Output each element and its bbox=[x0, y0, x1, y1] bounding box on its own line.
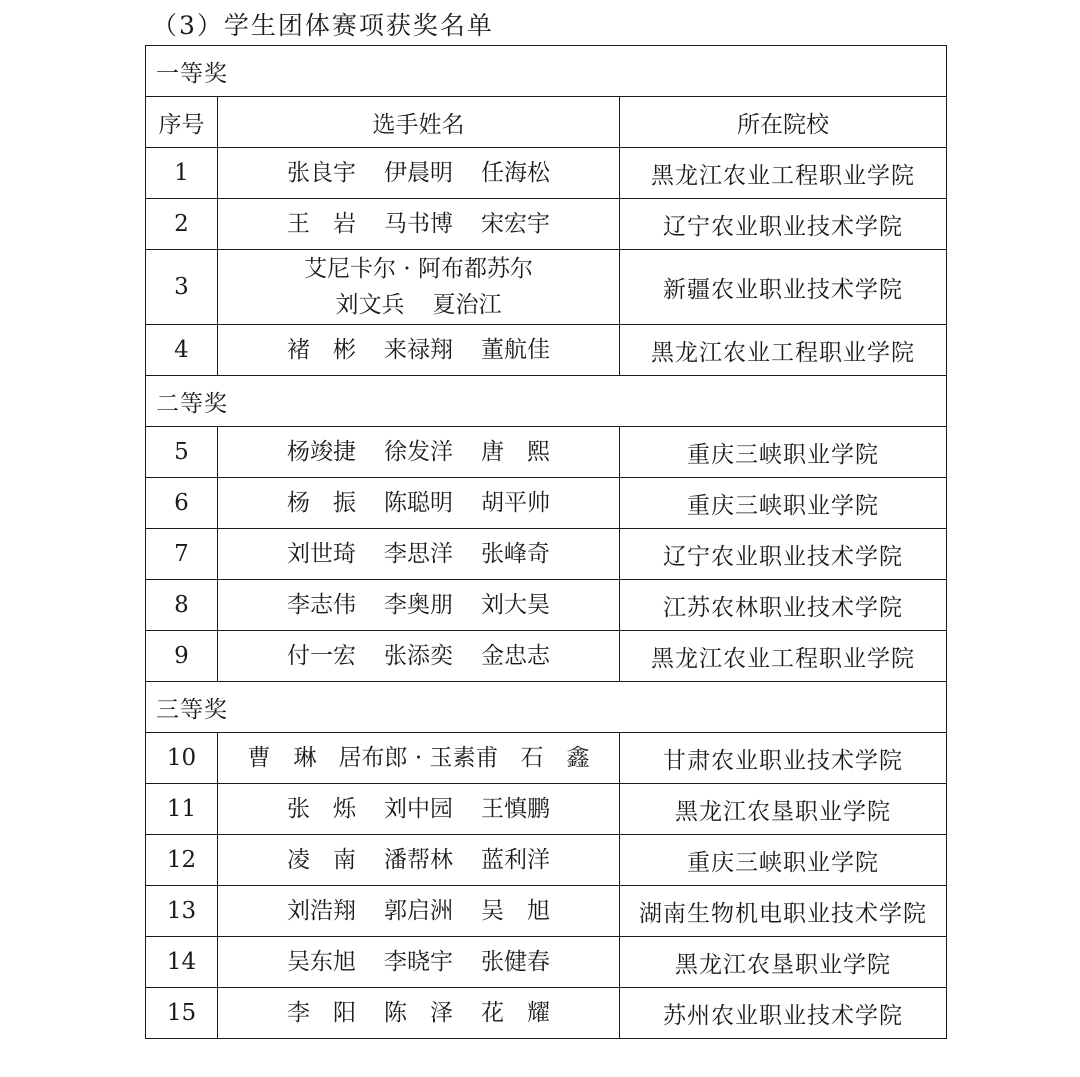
row-number: 2 bbox=[146, 199, 218, 250]
table-row bbox=[146, 631, 947, 682]
player-name: 郭启洲 bbox=[384, 898, 453, 924]
school-name: 黑龙江农业工程职业学院 bbox=[620, 325, 947, 376]
player-name: 王慎鹏 bbox=[481, 796, 550, 822]
player-name: 刘大昊 bbox=[481, 592, 550, 618]
school-name: 重庆三峡职业学院 bbox=[620, 427, 947, 478]
school-name: 黑龙江农业工程职业学院 bbox=[620, 631, 947, 682]
player-name: 杨竣捷 bbox=[287, 439, 356, 465]
player-names bbox=[218, 199, 620, 250]
header-school: 所在院校 bbox=[620, 97, 947, 148]
player-name: 刘浩翔 bbox=[287, 898, 356, 924]
player-name: 李 阳 bbox=[287, 1000, 356, 1026]
player-name: 李奥朋 bbox=[384, 592, 453, 618]
player-names bbox=[218, 148, 620, 199]
player-name: 胡平帅 bbox=[481, 490, 550, 516]
player-name: 蓝利洋 bbox=[481, 847, 550, 873]
table-row bbox=[146, 478, 947, 529]
player-name: 吴 旭 bbox=[481, 898, 550, 924]
row-number: 12 bbox=[146, 835, 218, 886]
player-name: 花 耀 bbox=[481, 1000, 550, 1026]
player-name: 艾尼卡尔 · 阿布都苏尔 bbox=[304, 256, 533, 282]
row-number: 6 bbox=[146, 478, 218, 529]
school-name: 重庆三峡职业学院 bbox=[620, 478, 947, 529]
row-number: 9 bbox=[146, 631, 218, 682]
player-name: 张良宇 bbox=[287, 160, 356, 186]
school-name: 甘肃农业职业技术学院 bbox=[620, 733, 947, 784]
player-names bbox=[218, 250, 620, 325]
player-names bbox=[218, 427, 620, 478]
section-header-row bbox=[146, 46, 947, 97]
player-names bbox=[218, 580, 620, 631]
row-number: 15 bbox=[146, 988, 218, 1039]
section-header-row bbox=[146, 682, 947, 733]
table-row bbox=[146, 199, 947, 250]
player-name: 凌 南 bbox=[287, 847, 356, 873]
table-row bbox=[146, 835, 947, 886]
player-name: 夏治江 bbox=[432, 292, 502, 318]
player-names bbox=[218, 835, 620, 886]
player-names bbox=[218, 886, 620, 937]
player-name: 徐发洋 bbox=[384, 439, 453, 465]
player-names bbox=[218, 631, 620, 682]
player-name: 付一宏 bbox=[287, 643, 356, 669]
row-number: 4 bbox=[146, 325, 218, 376]
row-number: 14 bbox=[146, 937, 218, 988]
table-row bbox=[146, 529, 947, 580]
section-title-second-prize: 二等奖 bbox=[146, 376, 947, 427]
row-number: 7 bbox=[146, 529, 218, 580]
player-names bbox=[218, 784, 620, 835]
table-row bbox=[146, 427, 947, 478]
row-number: 10 bbox=[146, 733, 218, 784]
player-names bbox=[218, 733, 620, 784]
section-title-first-prize: 一等奖 bbox=[146, 46, 947, 97]
player-name: 张健春 bbox=[481, 949, 550, 975]
player-name: 唐 熙 bbox=[481, 439, 550, 465]
player-name: 张 烁 bbox=[287, 796, 356, 822]
school-name: 黑龙江农业工程职业学院 bbox=[620, 148, 947, 199]
player-names bbox=[218, 529, 620, 580]
school-name: 辽宁农业职业技术学院 bbox=[620, 199, 947, 250]
player-name: 石 鑫 bbox=[520, 745, 590, 771]
player-name: 李晓宇 bbox=[384, 949, 453, 975]
header-players: 选手姓名 bbox=[218, 97, 620, 148]
player-name: 伊晨明 bbox=[384, 160, 453, 186]
row-number: 13 bbox=[146, 886, 218, 937]
player-name: 褚 彬 bbox=[287, 337, 356, 363]
school-name: 湖南生物机电职业技术学院 bbox=[620, 886, 947, 937]
school-name: 辽宁农业职业技术学院 bbox=[620, 529, 947, 580]
table-row bbox=[146, 580, 947, 631]
table-row bbox=[146, 988, 947, 1039]
table-row bbox=[146, 937, 947, 988]
row-number: 11 bbox=[146, 784, 218, 835]
player-name: 刘世琦 bbox=[287, 541, 356, 567]
school-name: 黑龙江农垦职业学院 bbox=[620, 937, 947, 988]
school-name: 重庆三峡职业学院 bbox=[620, 835, 947, 886]
player-names bbox=[218, 478, 620, 529]
header-index: 序号 bbox=[146, 97, 218, 148]
document-heading: （3）学生团体赛项获奖名单 bbox=[152, 11, 494, 40]
awards-table bbox=[145, 45, 947, 1039]
table-row bbox=[146, 886, 947, 937]
player-name: 杨 振 bbox=[287, 490, 356, 516]
player-name: 居布郎 · 玉素甫 bbox=[338, 745, 499, 771]
player-name: 金忠志 bbox=[481, 643, 550, 669]
player-name: 王 岩 bbox=[287, 211, 356, 237]
player-name: 宋宏宇 bbox=[481, 211, 550, 237]
player-name: 李志伟 bbox=[287, 592, 356, 618]
player-names bbox=[218, 988, 620, 1039]
table-row bbox=[146, 784, 947, 835]
player-name: 陈聪明 bbox=[384, 490, 453, 516]
player-names bbox=[218, 937, 620, 988]
player-name: 李思洋 bbox=[384, 541, 453, 567]
player-name: 吴东旭 bbox=[287, 949, 356, 975]
table-row bbox=[146, 325, 947, 376]
table-row bbox=[146, 250, 947, 325]
row-number: 3 bbox=[146, 250, 218, 325]
player-name: 陈 泽 bbox=[384, 1000, 453, 1026]
section-title-third-prize: 三等奖 bbox=[146, 682, 947, 733]
player-name: 潘帮林 bbox=[384, 847, 453, 873]
player-name: 刘中园 bbox=[384, 796, 453, 822]
player-name: 刘文兵 bbox=[335, 292, 405, 318]
section-header-row bbox=[146, 376, 947, 427]
player-name: 张峰奇 bbox=[481, 541, 550, 567]
row-number: 1 bbox=[146, 148, 218, 199]
row-number: 5 bbox=[146, 427, 218, 478]
school-name: 江苏农林职业技术学院 bbox=[620, 580, 947, 631]
row-number: 8 bbox=[146, 580, 218, 631]
player-name: 马书博 bbox=[384, 211, 453, 237]
player-name: 董航佳 bbox=[481, 337, 550, 363]
player-name: 张添奕 bbox=[384, 643, 453, 669]
player-name: 任海松 bbox=[481, 160, 550, 186]
player-names bbox=[218, 325, 620, 376]
table-row bbox=[146, 148, 947, 199]
school-name: 苏州农业职业技术学院 bbox=[620, 988, 947, 1039]
player-name: 来禄翔 bbox=[384, 337, 453, 363]
player-name: 曹 琳 bbox=[247, 745, 317, 771]
column-header-row bbox=[146, 97, 947, 148]
table-row bbox=[146, 733, 947, 784]
school-name: 黑龙江农垦职业学院 bbox=[620, 784, 947, 835]
school-name: 新疆农业职业技术学院 bbox=[620, 250, 947, 325]
